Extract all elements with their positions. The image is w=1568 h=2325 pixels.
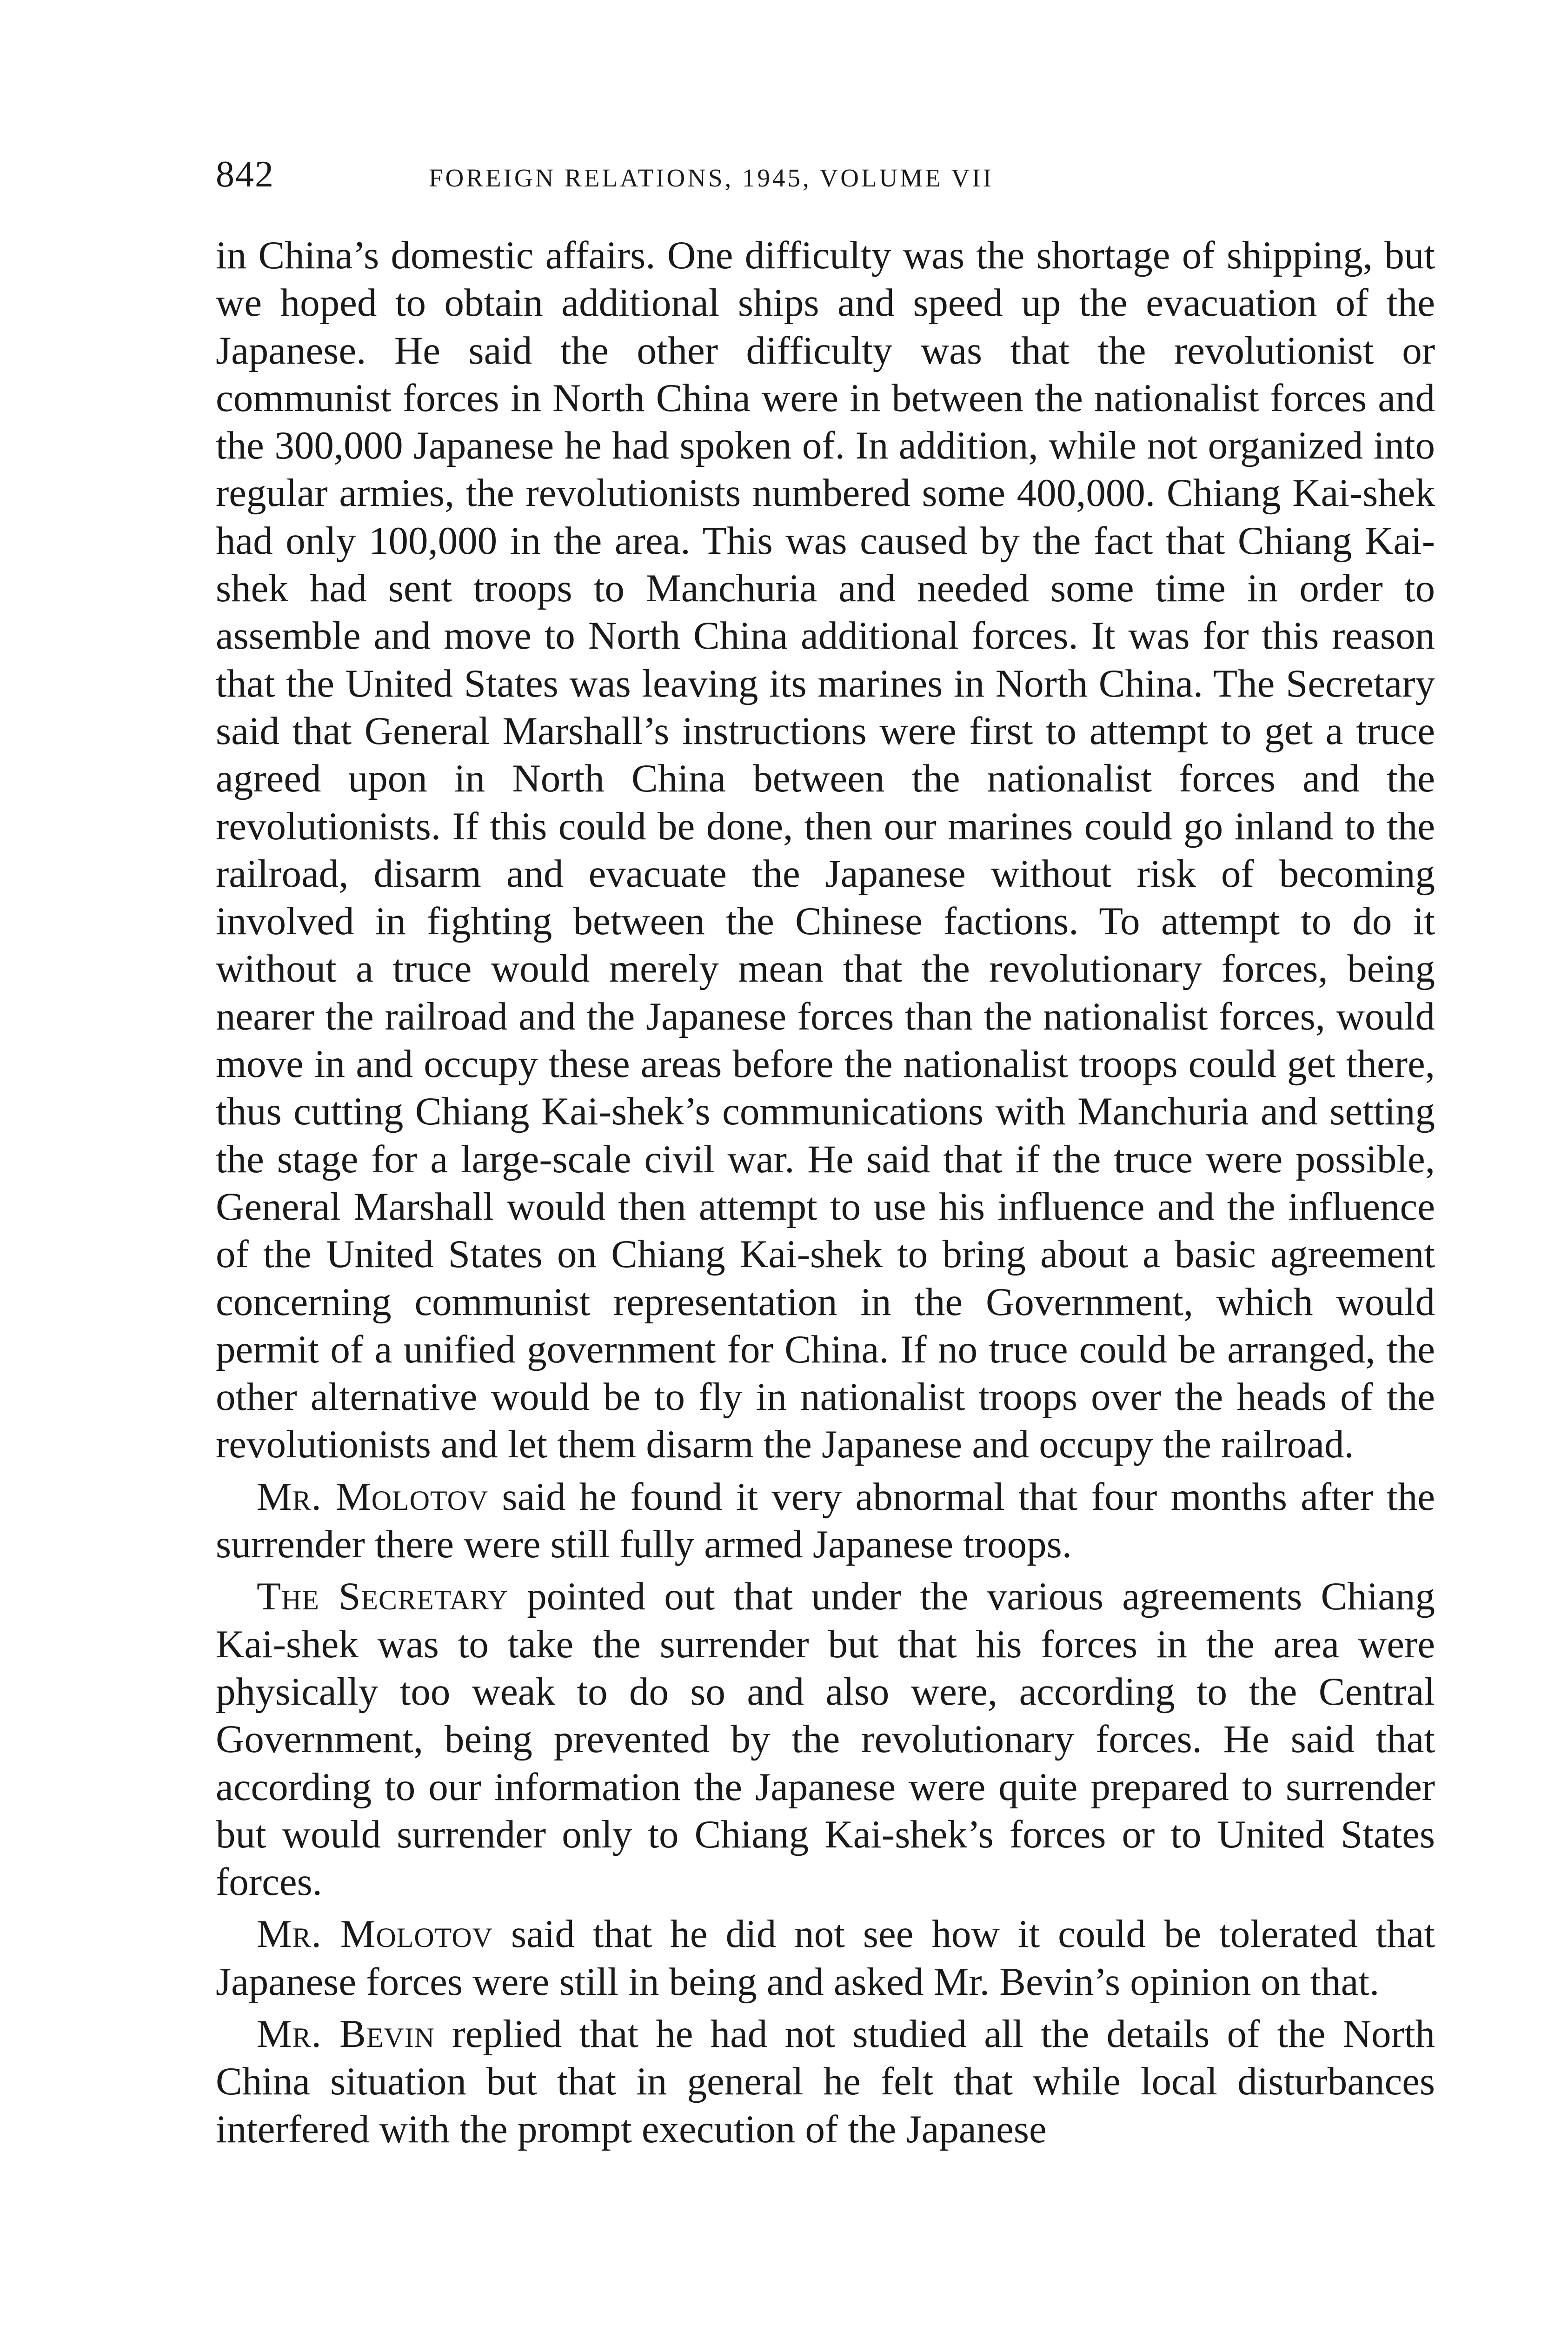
paragraph-text: said he found it very abnormal that four months after the surrender there were still fully armed Japanese troops. <box>216 1475 1435 1567</box>
speaker-name: Mr. Bevin <box>257 2012 435 2056</box>
paragraph-molotov-2 <box>216 1910 1435 2006</box>
paragraph-secretary <box>216 1573 1435 1906</box>
paragraph-text: said that he did not see how it could be tolerated that Japanese forces were still in being and asked Mr. Bevin’s opinion on that. <box>216 1912 1435 2004</box>
paragraph-molotov-1 <box>216 1473 1435 1568</box>
paragraph-bevin <box>216 2010 1435 2153</box>
paragraph-continued <box>216 232 1435 1468</box>
running-head: FOREIGN RELATIONS, 1945, VOLUME VII <box>429 164 994 192</box>
speaker-name: The Secretary <box>257 1574 508 1619</box>
speaker-name: Mr. Molotov <box>257 1475 489 1519</box>
paragraph-text: in China’s domestic affairs. One difficulty was the shortage of shipping, but we hoped to obtain additional ships and speed up the evacuation of the Japanese. He said the other difficulty was that the revolutionist or communist forces in North China were in between the nationalist forces and the 300,000 Japanese he had spoken of. In addition, while not organized into regular armies, the revolutionists numbered some 400,000. Chiang Kai-shek had only 100,000 in the area. This was caused by the fact that Chiang Kai-shek had sent troops to Manchuria and needed some time in order to assemble and move to North China additional forces. It was for this reason that the United States was leaving its marines in North China. The Secretary said that General Marshall’s instructions were first to attempt to get a truce agreed upon in North China between the nationalist forces and the revolutionists. If this could be done, then our marines could go inland to the railroad, disarm and evacuate the Japanese without risk of becoming involved in fighting between the Chinese factions. To attempt to do it without a truce would merely mean that the revolutionary forces, being nearer the railroad and the Japanese forces than the nationalist forces, would move in and occupy these areas before the nationalist troops could get there, thus cutting Chiang Kai-shek’s communications with Manchuria and setting the stage for a large-scale civil war. He said that if the truce were possible, General Marshall would then attempt to use his influence and the influence of the United States on Chiang Kai-shek to bring about a basic agreement concerning communist representation in the Government, which would permit of a unified government for China. If no truce could be arranged, the other alternative would be to fly in nationalist troops over the heads of the revolutionists and let them disarm the Japanese and occupy the railroad. <box>216 233 1435 1467</box>
paragraph-text: replied that he had not studied all the details of the North China situation but that in general he felt that while local disturbances interfered with the prompt execution of the Japanese <box>216 2012 1435 2151</box>
document-page <box>216 153 1435 2153</box>
page-header <box>216 153 1435 205</box>
paragraph-text: pointed out that under the various agreements Chiang Kai-shek was to take the surrender but that his forces in the area were physically too weak to do so and also were, according to the Central Government, being prevented by the revolutionary forces. He said that according to our information the Japanese were quite prepared to surrender but would surrender only to Chiang Kai-shek’s forces or to United States forces. <box>216 1574 1435 1904</box>
speaker-name: Mr. Molotov <box>257 1912 493 1956</box>
page-number: 842 <box>216 154 274 195</box>
